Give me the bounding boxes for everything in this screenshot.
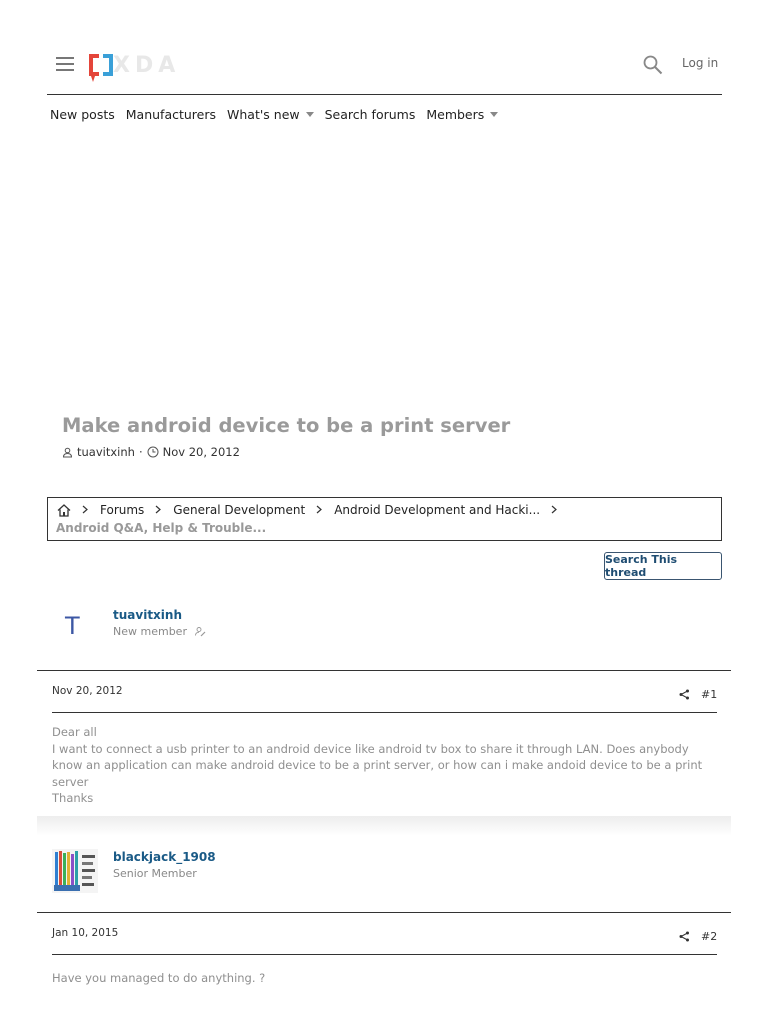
post-user-header [37,600,731,671]
chevron-right-icon [551,503,557,517]
post-date[interactable]: Nov 20, 2012 [52,685,123,697]
user-role [113,867,197,880]
share-icon[interactable] [679,689,690,700]
avatar[interactable] [52,849,98,893]
home-icon[interactable] [57,504,71,517]
post-number[interactable]: #1 [701,688,718,701]
post-divider [52,954,717,955]
avatar[interactable]: T [65,612,80,640]
nav-new-posts[interactable] [50,107,115,122]
nav-members-label: Members [426,106,485,122]
post-number[interactable]: #2 [701,930,718,943]
search-icon[interactable] [642,54,664,76]
nav-manufacturers[interactable] [126,107,216,122]
post-body [52,724,718,807]
share-icon[interactable] [679,931,690,942]
post-body-line: Thanks [52,791,94,805]
site-header [47,40,722,95]
nav-members[interactable] [426,107,498,122]
nav-whats-new-label: What's new [227,106,300,122]
user-edit-icon [195,626,206,637]
thread-meta [62,445,240,459]
user-role-label: New member [113,625,187,638]
nav-whats-new[interactable] [227,107,314,122]
hamburger-menu-icon[interactable] [56,57,74,71]
user-role [113,625,206,638]
thread-date[interactable]: Nov 20, 2012 [162,445,240,459]
post-date[interactable]: Jan 10, 2015 [52,927,119,939]
thread-author-link[interactable]: tuavitxinh [77,445,135,459]
post-body-line: Dear all [52,725,97,739]
chevron-right-icon [316,503,322,517]
post-username[interactable]: blackjack_1908 [113,850,216,864]
login-link[interactable]: Log in [682,56,719,70]
post-username[interactable]: tuavitxinh [113,608,182,622]
post-separator-shadow [37,816,731,836]
breadcrumb-item-forums[interactable]: Forums [100,503,145,517]
logo-text: XDA [113,53,181,78]
breadcrumb-item-android-development[interactable]: Android Development and Hacki... [334,503,541,517]
dropdown-caret-icon[interactable] [306,112,314,117]
nav-search-forums[interactable] [325,107,416,122]
post-user-header [37,842,731,913]
post-body-line: I want to connect a usb printer to an android device like android tv box to share it through LAN. Does anybody know an application can make android device to be a print server, or how can i make andoid device to be a print server [52,741,703,789]
site-logo[interactable] [87,50,207,84]
breadcrumb-current[interactable]: Android Q&A, Help & Trouble... [56,521,267,535]
user-role-label: Senior Member [113,867,197,880]
dropdown-caret-icon[interactable] [490,112,498,117]
breadcrumb [47,497,722,541]
post-actions [679,930,717,943]
search-this-thread-button[interactable]: Search This thread [604,552,722,580]
post-body-line: Have you managed to do anything. ? [52,971,266,985]
meta-separator: · [138,445,143,459]
nav-search-forums-label: Search forums [324,106,416,122]
post-body [52,970,718,987]
user-icon [62,447,73,458]
breadcrumb-item-general-development[interactable]: General Development [173,503,306,517]
clock-icon [147,446,159,458]
chevron-right-icon [82,503,88,517]
main-nav [50,104,509,124]
thread-title: Make android device to be a print server [62,414,511,437]
nav-new-posts-label: New posts [50,106,115,122]
post-actions [679,688,717,701]
post-divider [52,712,717,713]
chevron-right-icon [155,503,161,517]
nav-manufacturers-label: Manufacturers [125,106,217,122]
